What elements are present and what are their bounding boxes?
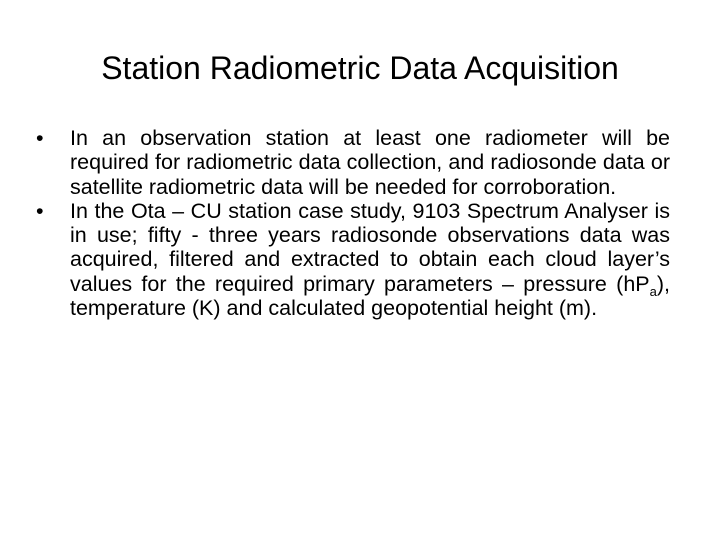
bullet-text-after: ), temperature (K) and calculated geopotential height (m). — [70, 271, 670, 321]
bullet-dot-icon: • — [36, 198, 44, 223]
pressure-unit-subscript: a — [649, 283, 657, 299]
bullet-item — [36, 126, 670, 199]
bullet-list — [36, 126, 670, 320]
bullet-text: In an observation station at least one radiometer will be required for radiometric data collection, and radiosonde data or satellite radiometric data will be needed for corroboration. — [70, 126, 670, 199]
bullet-item — [36, 199, 670, 320]
bullet-text-before: In the Ota – CU station case study, 9103 Spectrum Analyser is in use; fifty - three years radiosonde observations data was acquired, filtered and extracted to obtain each cloud layer’s values for the required primary parameters – pressure (hP — [70, 198, 670, 296]
bullet-text — [70, 199, 670, 320]
slide-title: Station Radiometric Data Acquisition — [101, 50, 619, 86]
bullet-dot-icon: • — [36, 126, 44, 150]
